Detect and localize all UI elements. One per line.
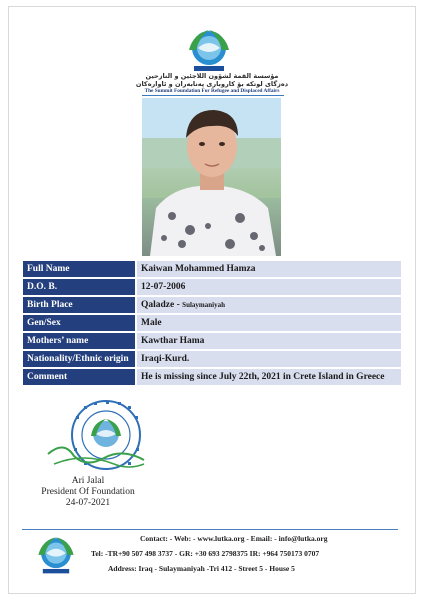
- row-comment: [23, 369, 401, 385]
- dob-value: 12-07-2006: [137, 279, 401, 295]
- row-full-name: [23, 261, 401, 277]
- header-arabic-name: مؤسسة القمة لشؤون اللاجئين و النازحين: [145, 72, 279, 80]
- header-divider: [142, 95, 284, 96]
- row-nationality: [23, 351, 401, 367]
- signature-date: 24-07-2021: [65, 498, 111, 508]
- header-kurdish-name: دەزگای لوتکە بۆ کاروباری پەنابەران و ئاوارەکان: [135, 80, 289, 88]
- comment-label: Comment: [23, 369, 135, 385]
- birth-place-value: Qaladze -: [141, 300, 180, 310]
- full-name-value: Kaiwan Mohammed Hamza: [137, 261, 401, 277]
- mother-name-value: Kawthar Hama: [137, 333, 401, 349]
- mother-name-label: Mothers’ name: [23, 333, 135, 349]
- birth-place-cell: [137, 297, 401, 313]
- dob-label: D.O. B.: [23, 279, 135, 295]
- comment-value: He is missing since July 22th, 2021 in Crete Island in Greece: [137, 369, 401, 385]
- birth-place-label: Birth Place: [23, 297, 135, 313]
- signatory-block: [18, 476, 158, 509]
- row-mother-name: [23, 333, 401, 349]
- footer-phones: Tel: -TR+90 507 498 3737 - GR: +30 693 2798375 IR: +964 750173 0707: [91, 549, 320, 558]
- personal-info-table: [21, 259, 403, 387]
- full-name-label: Full Name: [23, 261, 135, 277]
- row-dob: [23, 279, 401, 295]
- person-photo: [142, 98, 281, 256]
- gender-value: Male: [137, 315, 401, 331]
- foundation-seal-stamp: [44, 398, 149, 476]
- gender-label: Gen/Sex: [23, 315, 135, 331]
- footer-logo: [34, 533, 78, 575]
- row-gender: [23, 315, 401, 331]
- footer-address: Address: Iraq - Sulaymaniyah -Tri 412 - Street 5 - House 5: [108, 564, 295, 573]
- birth-place-region: Sulaymaniyah: [182, 301, 225, 309]
- nationality-label: Nationality/Ethnic origin: [23, 351, 135, 367]
- footer-divider: [22, 529, 398, 530]
- signatory-name: Ari Jalal: [71, 476, 105, 486]
- row-birth-place: [23, 297, 401, 313]
- signatory-title: President Of Foundation: [41, 487, 135, 497]
- footer-contact: Contact: - Web: - www.lutka.org - Email: - info@lutka.org: [140, 534, 328, 543]
- header-english-name: The Summit Foundation For Refugee and Displaced Affairs: [144, 88, 280, 94]
- foundation-logo: [184, 26, 234, 72]
- nationality-value: Iraqi-Kurd.: [137, 351, 401, 367]
